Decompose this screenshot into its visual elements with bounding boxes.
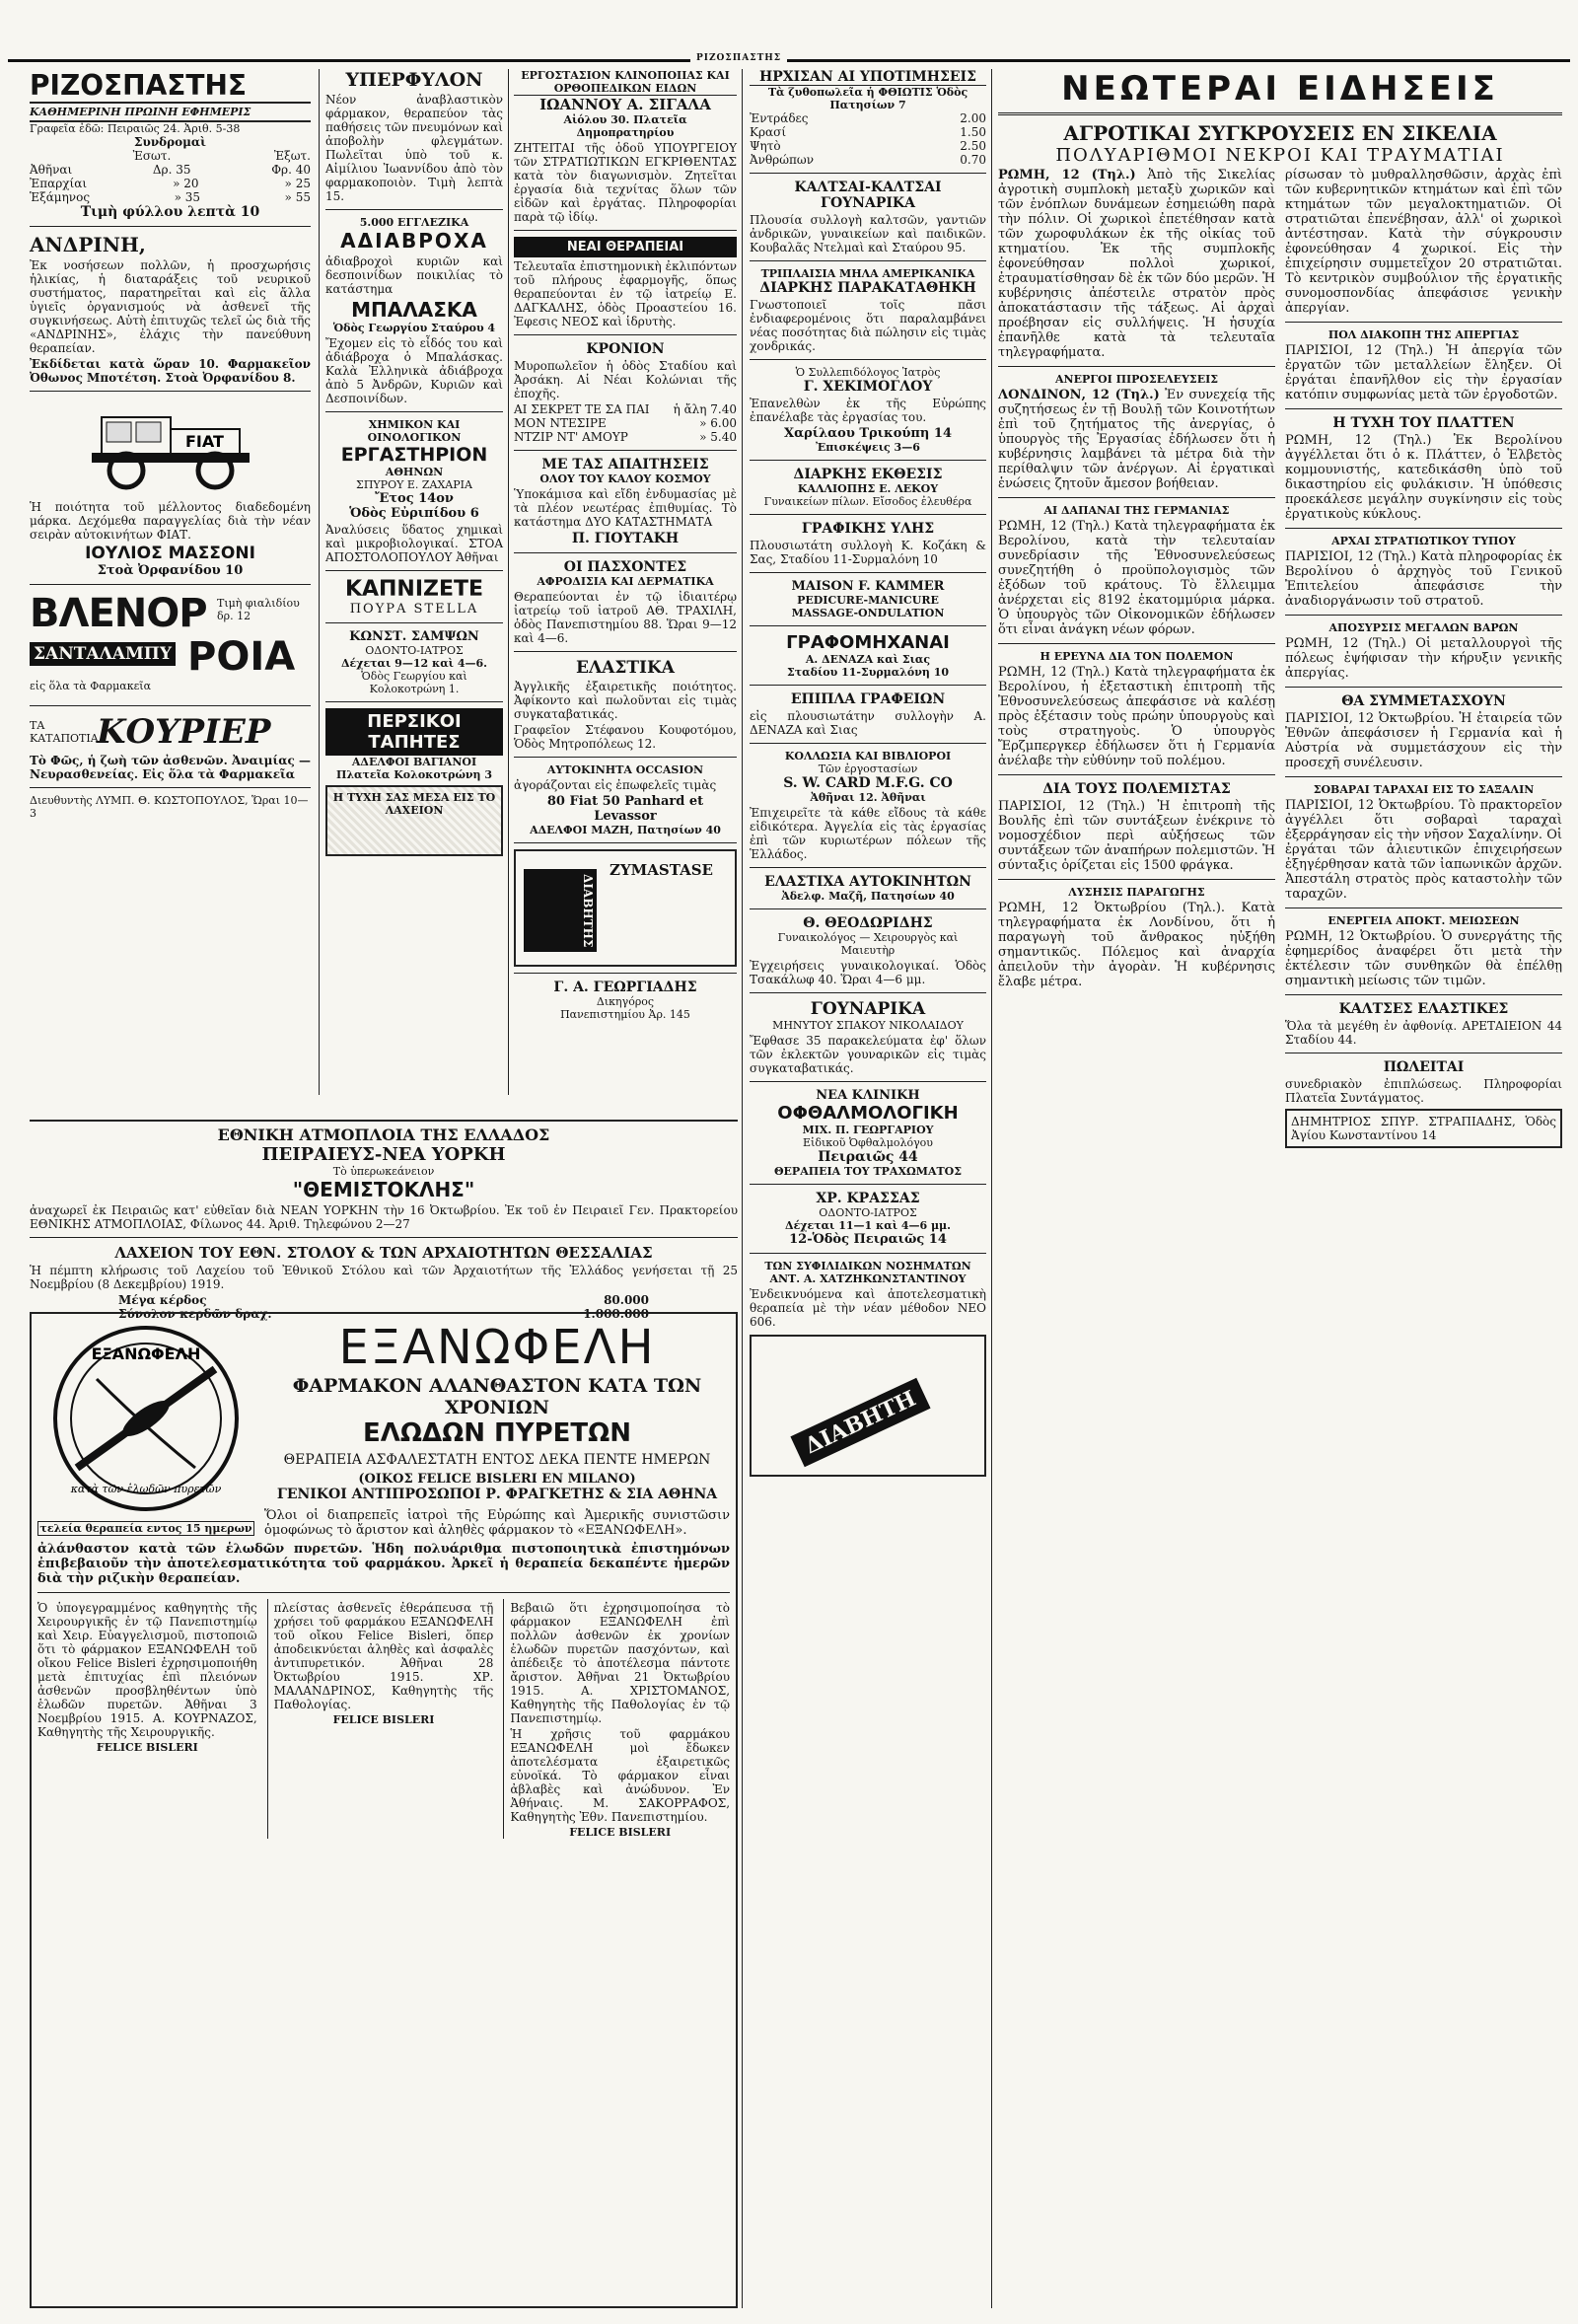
card-brand: S. W. CARD M.F.G. CO [783,775,953,791]
exanofeli-agent: ΓΕΝΙΚΟΙ ΑΝΤΙΠΡΟΣΩΠΟΙ Ρ. ΦΡΑΓΚΕΤΗΣ & ΣΙΑ ΑΘΗΝΑ [276,1487,718,1502]
testimonial: Βεβαιῶ ὅτι ἐχρησιμοποίησα τὸ φάρμακον ΕΞΑΝΩΦΕΛΗ ἐπὶ πολλῶν ἀσθενῶν ἐκ χρονίων ἑλωδῶν πυρετῶν πασχόντων, καὶ ἀπέδειξε τὸ ἀποτέλεσμα πάντοτε ἄριστον. Ἀθῆναι 21 Ὀκτωβρίου 1915. Α. ΧΡΙΣΤΟΜΑΝΟΣ, Καθηγητὴς τῆς Παθολογίας ἐν τῷ Πανεπιστημίῳ. [510,1601,731,1725]
vlenor-title: ΒΛΕΝΟΡ [30,591,207,636]
andrini-text: Ἐκ νοσήσεων πολλῶν, ἡ προσχωρήσις ἡλικίας, ἡ διαταράξεις τοῦ νευρικοῦ συστήματος, παρατηρεῖται καὶ εἰς ἄλλα ὑγιεῖς ὀργανισμούς νὰ ἀσθενεῖ τῆς συγκινήσεως. Αὐτὴ ἐπιτυχῶς τελεῖ ὡς διὰ τῆς «ΑΝΔΡΙΝΗΣ», ἐλάχις τὴν πανεύθυνη θεραπείαν. [30,258,311,355]
vlenor-sub: ΣΑΝΤΑΛΑΜΠΥ [30,642,176,666]
workers-address: Αἰόλου 30. Πλατεῖα Δημοπρατηρίου [563,113,687,139]
price-cell: Ψητὸ [750,139,781,153]
top-rule [8,59,1570,62]
price-cell: Κρασί [750,125,787,139]
middle-band [30,1120,738,1321]
workers-owner: ΙΩΑΝΝΟΥ Α. ΣΙΓΑΛΑ [539,96,711,113]
kourier-text: Τὸ Φῶς, ἡ ζωὴ τῶν ἀσθενῶν. Ἀναιμίας — Νευρασθενείας. Εἰς ὅλα τὰ Φαρμακεῖα [30,754,311,781]
vlenor-ad [30,591,311,699]
elastika-text: Ἀγγλικῆς ἐξαιρετικῆς ποιότητος. Ἀφίκοντο καὶ πωλοῦνται εἰς τιμὰς συγκαταβατικάς. [514,680,737,721]
anglia-head: ΑΝΕΡΓΟΙ ΠΙΡΟΣΕΛΕΥΣΕΙΣ [1054,373,1219,386]
testimonial: Ὁ ὑπογεγραμμένος καθηγητὴς τῆς Χειρουργικῆς ἐν τῷ Πανεπιστημίῳ καὶ Χειρ. Εὐαγγελισμοῦ, πιστοποιῶ ὅτι τὸ φάρμακον ΕΞΑΝΩΦΕΛΗ τοῦ οἴκου Felice Bisleri ἐχρησιμοποιήθη μετὰ ἐπιτυχίας ἐπὶ πλειόνων ἀσθενῶν προσβληθέντων ὑπὸ ἑλωδῶν πυρετῶν. Ἀθῆναι 3 Νοεμβρίου 1915. Α. ΚΟΥΡΝΑΖΟΣ, Καθηγητὴς τῆς Χειρουργικῆς. [37,1601,257,1739]
kronion-cell: ἡ ἄλη 7.40 [673,402,737,416]
workers-text: ΖΗΤΕΙΤΑΙ τῆς ὁδοῦ ΥΠΟΥΡΓΕΙΟΥ τῶν ΣΤΡΑΤΙΩΤΙΚΩΝ ΕΓΚΡΙΘΕΝΤΑΣ κατὰ τὸν διαγωνισμὸν. Ζητεῖται ἐργασία διὰ τεχνίτας ὅλων τῶν εἰδῶν καὶ ἐργάτας. Πληροφορίαι παρὰ τῷ ἰδίῳ. [514,141,737,224]
exanofeli-lead2: ἀλάνθαστον κατὰ τῶν ἑλωδῶν πυρετῶν. Ἡδη πολυάριθμα πιστοποιητικὰ ἐπιστημόνων ἐπιβεβαιοῦν τὴν ἀποτελεσματικότητα τοῦ φαρμάκου. Ἀρκεῖ ἡ θεραπεία δεκαπέντε ἡμερῶν διὰ τὴν ριζικὴν θεραπείαν. [37,1542,730,1586]
epipla-title: ΕΠΙΠΛΑ ΓΡΑΦΕΙΩΝ [790,691,946,707]
newspaper-subtitle: ΚΑΘΗΜΕΡΙΝΗ ΠΡΩΙΝΗ ΕΦΗΜΕΡΙΣ [30,102,311,122]
newspaper-title: ΡΙΖΟΣΠΑΣΤΗΣ [30,69,248,102]
polemistes-head: ΔΙΑ ΤΟΥΣ ΠΟΛΕΜΙΣΤΑΣ [1042,781,1231,797]
massoni-address: Στοὰ Ὀρφανίδου 10 [97,563,244,578]
price-cell: 2.00 [960,111,986,125]
news-banner: ΝΕΩΤΕΡΑΙ ΕΙΔΗΣΕΙΣ [998,69,1562,115]
poleitai-text: συνεδριακὸν ἐπιπλώσεως. Πληροφορίαι Πλατεῖα Συντάγματος. [1285,1077,1562,1105]
georgiadis-name: Γ. Α. ΓΕΩΡΓΙΑΔΗΣ [553,980,697,995]
exanofeli-house: (ΟΙΚΟΣ FELICE BISLERI EN MILANO) [358,1472,636,1487]
column-rule [319,69,320,1095]
kourier-ad [30,712,311,752]
occasion-text: ἀγοράζονται εἰς ἐπωφελεῖς τιμὰς [514,778,717,792]
elastika-title: ΕΛΑΣΤΙΚΑ [576,658,675,678]
adiavroxa-price: 5.000 ΕΓΓΛΕΖΙΚΑ [359,216,469,229]
lab-text: Ἀναλύσεις ὕδατος χημικαὶ καὶ μικροβιολογικαί. ΣΤΟΑ ΑΠΟΣΤΟΛΟΠΟΥΛΟΥ Ἀθῆναι [325,523,503,564]
apaitiseis-sub: ΟΛΟΥ ΤΟΥ ΚΑΛΟΥ ΚΟΣΜΟΥ [539,472,711,485]
card-address: Ἀθῆναι 12. Ἀθῆναι [810,791,926,804]
price-cell: 2.50 [960,139,986,153]
ofth-title: ΟΦΘΑΛΜΟΛΟΓΙΚΗ [777,1103,959,1124]
elastika-address: Γραφεῖον Στέφανου Κουφοτόμου, Ὁδὸς Μητροπόλεως 12. [514,723,737,751]
vlenor-roia: ΡΟΙΑ [187,634,296,680]
diaviti-brand: ΔΙΑΒΗΤΗ [790,1378,930,1467]
iatreion-title: ΤΩΝ ΣΥΦΙΛΙΔΙΚΩΝ ΝΟΣΗΜΑΤΩΝ [764,1260,971,1272]
lab-city: ΑΘΗΝΩΝ [385,466,444,478]
testimonial-col [267,1599,494,1839]
ekthesis-text: Γυναικείων πίλων. Εἴσοδος ἐλευθέρα [763,495,972,508]
prices-heading: ΗΡΧΙΣΑΝ ΑΙ ΥΠΟΤΙΜΗΣΕΙΣ [750,69,986,86]
emblem-sub: κατὰ τῶν ἑλωδῶν πυρετῶν [70,1483,222,1495]
news-right [1285,166,1562,1152]
kaltsai-text: Πλουσία συλλογὴ καλτσῶν, γαντιῶν ἀνδρικῶν, γυναικείων καὶ παιδικῶν. Κουβαλᾶς Ντελμαὶ καὶ Σταύρου 95. [750,213,986,254]
subs-cell: Δρ. 35 [152,163,191,177]
subs-cell: Ἑξάμηνος [30,190,91,204]
palatten-text: ΡΩΜΗ, 12 (Τηλ.) Ἐκ Βερολίνου ἀγγέλλεται ὅτι ὁ κ. Πλάττεν, ὁ Ἑλβετὸς κομμουνιστής, κατεδικάσθη ὑπὸ τοῦ δικαστηρίου εἰς φυλάκισιν. Ἡ ὑπόθεσις προεκάλεσε μεγάλην συγκίνησιν εἰς τοὺς ἐργατικοὺς κύκλους. [1285,433,1562,522]
paris-head2: ΠΟΛ ΔΙΑΚΟΠΗ ΤΗΣ ΑΠΕΡΓΙΑΣ [1327,328,1520,341]
dentist-address: Ὁδὸς Γεωργίου καὶ Κολοκοτρώνη 1. [361,670,467,695]
diarkis-text: Γνωστοποιεῖ τοῖς πᾶσι ἐνδιαφερομένοις ὅτι παραλαμβάνει νέας ποσότητας διὰ πώλησιν εἰς τιμὰς χονδρικάς. [750,298,986,353]
column-1 [30,69,311,1115]
lab-heading: ΧΗΜΙΚΟΝ ΚΑΙ ΟΙΝΟΛΟΓΙΚΟΝ [367,418,462,444]
kammer-sub: PEDICURE-MANICURE [797,594,939,607]
strat-head: ΑΡΧΑΙ ΣΤΡΑΤΙΩΤΙΚΟΥ ΤΥΠΟΥ [1331,535,1516,547]
paris-text2: ΠΑΡΙΣΙΟΙ, 12 (Τηλ.) Ἡ ἀπεργία τῶν ἐργατῶν τῶν μεταλλείων ἔληξεν. Οἱ ἐργάται ἐπανῆλθον εἰς τὴν ἐργασίαν κατόπιν συμφωνίας μετὰ τῶν ἐργοδοτῶν. [1285,343,1562,402]
ship-text: ἀναχωρεῖ ἐκ Πειραιῶς κατ' εὐθεῖαν διὰ ΝΕΑΝ ΥΟΡΚΗΝ τὴν 16 Ὀκτωβρίου. Ἐκ τοῦ ἐν Πειραιεῖ Γεν. Πρακτορείου ΕΘΝΙΚΗΣ ΑΤΜΟΠΛΟΙΑΣ, Φίλωνος 44. Ἀριθ. Τηλεφώνου 2—27 [30,1203,738,1231]
column-5 [998,69,1562,2308]
lab-owner: ΣΠΥΡΟΥ Ε. ΖΑΧΑΡΙΑ [356,478,472,491]
subscriptions-table [30,149,311,204]
stella-brand: ΠΟΥΡΑ STELLA [349,602,479,617]
adiavroxa-title: ΑΔΙΑΒΡΟΧΑ [340,229,488,253]
lottery-heading: ΛΑΧΕΙΟΝ ΤΟΥ ΕΘΝ. ΣΤΟΛΟΥ & ΤΩΝ ΑΡΧΑΙΟΤΗΤΩΝ ΘΕΣΣΑΛΙΑΣ [114,1244,653,1262]
kaltsai-title: ΚΑΛΤΣΑΙ-ΚΑΛΤΣΑΙ [794,180,942,195]
viximo-text: ΡΩΜΗ, 12 Ὀκτωβρίου (Τηλ.). Κατὰ τηλεγραφήματα ἐκ Λονδίνου, ὅτι ἡ παραγωγὴ τοῦ ἄνθρακος ηὐξήθη σημαντικῶς. Πόλεμος καὶ ἀναρχία ἀπειλοῦν τὴν ἀγορὰν. Ἡ κυβέρνησις ἔλαβε μέτρα. [998,901,1275,989]
lottery-prize-label: Μέγα κέρδος [118,1293,207,1307]
gyn-text: Ἐγχειρήσεις γυναικολογικαί. Ὁδὸς Τσακάλωφ 40. Ὥραι 4—6 μμ. [750,959,986,986]
right1-text: ρίσωσαν τὸ μυθραλλησθῶσιν, ἀρχὰς ἐπὶ τῶν κυβερνητικῶν κτημάτων καὶ ἐπὶ τῶν κτημάτων τῶν μεγαλοκτηματιῶν. Οἱ στρατιῶται ἐπενέβησαν, ἀλλ' οἱ χωρικοὶ ἀντέστησαν. Κατὰ τὴν σύγκρουσιν ἐφονεύθησαν 4 χωρικοί. Εἰς τὴν ἐπιχείρησιν συμμετεῖχον 20 στρατιῶται. Τὸ κεντρικὸν συμβούλιον τῆς ἐργατικῆς συνομοσπονδίας ἀπεφάσισε γενικὴν ἀπεργίαν. [1285,168,1562,316]
energeia-head: ΕΝΕΡΓΕΙΑ ΑΠΟΚΤ. ΜΕΙΩΣΕΩΝ [1327,914,1520,927]
kronion-row [514,430,737,444]
subs-cell: Ἐπαρχίαι [30,177,88,190]
london-head: ΛΟΝΔΙΝΟΝ, 12 (Τηλ.) [998,388,1160,402]
testimonial-sign: FELICE BISLERI [96,1741,198,1754]
mpalaska-address: Ὁδὸς Γεωργίου Σταύρου 4 [332,322,496,334]
column-3 [514,69,737,1115]
lottery-text: Ἡ πέμπτη κλήρωσις τοῦ Λαχείου τοῦ Ἐθνικοῦ Στόλου καὶ τῶν Ἀρχαιοτήτων τῆς Ἑλλάδος γενήσεται τῇ 25 Νοεμβρίου (8 Δεκεμβρίου) 1919. [30,1264,738,1291]
lab-address: Ὁδὸς Εὐριπίδου 6 [349,506,479,521]
exanofeli-therapy: ΘΕΡΑΠΕΙΑ ΑΣΦΑΛΕΣΤΑΤΗ ΕΝΤΟΣ ΔΕΚΑ ΠΕΝΤΕ ΗΜΕΡΩΝ [283,1452,711,1468]
emblem-text: ΕΞΑΝΩΦΕΛΗ [91,1344,201,1363]
massoni-name: ΙΟΥΛΙΟΣ ΜΑΣΣΟΝΙ [85,544,255,563]
price-row [750,153,986,167]
iatreion-doctor: ΑΝΤ. Α. ΧΑΤΖΗΚΩΝΣΤΑΝΤΙΝΟΥ [769,1272,967,1285]
grafomixanai-sub: Α. ΔΕΝΑΖΑ καὶ Σιας [805,653,931,666]
gounarika2-text: Ἔφθασε 35 παρακελεύματα ἐφ' ὅλων τῶν ἐκλεκτῶν γουναρικῶν εἰς τιμὰς συγκαταβατικάς. [750,1034,986,1075]
energeia-text: ΡΩΜΗ, 12 Ὀκτωβρίου. Ὁ συνεργάτης τῆς ἐφημερίδος ἀναφέρει ὅτι μετὰ τὴν ἐκτέλεσιν τῶν συνθηκῶν θὰ ἐπέλθῃ σημαντικὴ μείωσις τῶν τιμῶν. [1285,929,1562,988]
fiat-logo: FIAT [184,432,224,451]
subs-heading: Συνδρομαὶ [134,135,206,149]
masthead-strip: ΡΙΖΟΣΠΑΣΤΗΣ [690,53,787,63]
dentist-name: ΚΩΝΣΤ. ΣΑΜΨΩΝ [349,629,479,644]
fleet-heading: ΕΘΝΙΚΗ ΑΤΜΟΠΛΟΙΑ ΤΗΣ ΕΛΛΑΔΟΣ [217,1126,550,1144]
exanofeli-subtitle2: ΕΛΩΔΩΝ ΠΥΡΕΤΩΝ [362,1418,632,1448]
dentist-hours: Δέχεται 9—12 καὶ 4—6. [341,657,487,670]
kronion-cell: » 5.40 [699,430,737,444]
subs-row [30,163,311,177]
card-text: Ἐπιχειρεῖτε τὰ κάθε εἴδους τὰ κάθε εἰδικότερα. Ἀγγελία εἰς τὰς ἐργασίας ἐπὶ τῶν κυριωτέρων πόλεων τῆς Ἑλλάδος. [750,806,986,861]
apaitiseis-title: ΜΕ ΤΑΣ ΑΠΑΙΤΗΣΕΙΣ [541,457,709,472]
zymastase-ad [514,849,737,967]
price-list [750,111,986,167]
column-rule [508,69,509,1095]
symmetaschon-head: ΘΑ ΣΥΜΜΕΤΑΣΧΟΥΝ [1341,693,1506,709]
price-cell: 0.70 [960,153,986,167]
kapnizete-title: ΚΑΠΝΙΖΕΤΕ [344,577,484,602]
london-text: Ἐν συνεχείᾳ τῆς συζητήσεως ἐν τῇ Βουλῇ τῶν Κοινοτήτων ἐπὶ τοῦ ζητήματος τῆς ἀνεργίας, ὁ ὑπουργὸς τῆς Ἐργασίας ἐδήλωσεν ὅτι ἡ κυβέρνησις λαμβάνει τὰ μέτρα διὰ τὴν περίθαλψιν τῶν ἀνέργων. Αἱ ἐργατικαὶ ἑνώσεις ζητοῦν ἄμεσον βοήθειαν. [998,388,1276,491]
elastikes-text: Ὅλα τὰ μεγέθη ἐν ἀφθονίᾳ. ΑΡΕΤΑΙΕΙΟΝ 44 Σταδίου 44. [1285,1019,1562,1047]
grafomixanai-address: Σταδίου 11-Συρμαλόνη 10 [786,666,950,679]
symm-text: ΠΑΡΙΣΙΟΙ, 12 Ὀκτωβρίου. Ἡ ἐταιρεία τῶν Ἐθνῶν ἀπεφάσισεν ἡ Γερμανία καὶ ἡ Αὐστρία νὰ συμμετάσχουν εἰς τὴν προσεχῆ συνέλευσιν. [1285,711,1562,770]
krassas-name: ΧΡ. ΚΡΑΣΣΑΣ [816,1191,920,1206]
exanofeli-title: ΕΞΑΝΩΦΕΛΗ [338,1320,656,1375]
testimonial: πλείστας ἀσθενεῖς ἐθεράπευσα τῇ χρήσει τοῦ φαρμάκου ΕΞΑΝΩΦΕΛΗ τοῦ οἴκου Felice Bisleri, ὅπερ ἀποδεικνύεται ἀληθὲς καὶ ἀσφαλὲς ἀντιπυρετικόν. Ἀθῆναι 28 Ὀκτωβρίου 1915. ΧΡ. ΜΑΛΑΝΔΡΙΝΟΣ, Καθηγητὴς τῆς Παθολογίας. [273,1601,494,1711]
price: Τιμὴ φύλλου λεπτὰ 10 [80,204,260,220]
testimonial-col [37,1599,257,1839]
grafikis-title: ΓΡΑΦΙΚΗΣ ΥΛΗΣ [801,521,935,537]
subs-cell: Φρ. 40 [271,163,311,177]
gounarika-title: ΓΟΥΝΑΡΙΚΑ [821,195,915,211]
rome1-text: Ἀπὸ τῆς Σικελίας ἀγροτικὴ συμπλοκὴ μεταξὺ χωρικῶν καὶ τῶν ἐνόπλων δυνάμεων ἐσημειώθη παρὰ τὴν πόλιν. Οἱ χωρικοὶ ἐπετέθησαν κατὰ τῶν χωροφυλάκων ἐκ τῆς οἰκίας τοῦ κτηματίου. Ἐκ τῆς συμπλοκῆς ἐφονεύθησαν πολλοὶ χωρικοί, ἐτραυματίσθησαν δὲ ἐκ τῶν δύο μερῶν. Ἡ κυβέρνησις ἀπέστειλε στρατὸν πρὸς ἀποκατάστασιν τῆς τάξεως. Αἱ ἀρχαὶ προέβησαν εἰς συλλήψεις. Ἡ ἡσυχία ἐπανῆλθε κατὰ τὰ τελευταῖα τηλεγραφήματα. [998,168,1275,360]
kronion-cell: ΜΟΝ ΝΤΕΣΙΡΕ [514,416,607,430]
neai-title: ΝΕΑΙ ΘΕΡΑΠΕΙΑΙ [514,237,737,257]
testimonial-col [503,1599,730,1839]
news-left [998,166,1275,1152]
office-address: Γραφεῖα ἐδῶ: Πειραιῶς 24. Ἀριθ. 5-38 [30,122,241,135]
exanofeli-headlines [264,1320,730,1540]
price-cell: Ἐντράδες [750,111,809,125]
occasion-cars: 80 Fiat 50 Panhard et Levassor [546,794,704,824]
zymastase-brand: ZYMASTASE [610,861,713,879]
poleitai-head: ΠΩΛΕΙΤΑΙ [1383,1059,1465,1075]
andrini-title: ΑΝΔΡΙΝΗ, [30,233,146,256]
subs-cell: » 25 [284,177,311,190]
subs-cell: » 20 [173,177,199,190]
column-rule [991,69,992,2308]
kronion-cell: » 6.00 [699,416,737,430]
oph-text: Ἐπανελθὼν ἐκ τῆς Εὐρώπης ἐπανέλαβε τὰς ἐργασίας του. [750,397,986,424]
epipla-text: εἰς πλουσιωτάτην συλλογὴν Α. ΔΕΝΑΖΑ καὶ Σιας [750,709,986,737]
paschontes-title: ΟΙ ΠΑΣΧΟΝΤΕΣ [563,559,687,575]
kolosia-title: ΚΟΛΛΩΣΙΑ ΚΑΙ ΒΙΒΛΙΟΡΟΙ [784,750,952,763]
gyn-name: Θ. ΘΕΟΔΩΡΙΔΗΣ [803,915,933,931]
column-4 [750,69,986,2308]
price-row [750,125,986,139]
ofth-text: Εἰδικοῦ Ὀφθαλμολόγου [803,1136,933,1149]
news-two-col [998,166,1562,1152]
krassas-role: ΟΔΟΝΤΟ-ΙΑΤΡΟΣ [819,1206,917,1219]
occasion-heading: ΑΥΤΟΚΙΝΗΤΑ OCCASION [546,763,704,776]
testimonial: Ἡ χρῆσις τοῦ φαρμάκου ΕΞΑΝΩΦΕΛΗ μοὶ ἔδωκεν ἀποτελέσματα ἐξαιρετικῶς εὐνοϊκά. Τὸ φάρμακον εἶναι ἀβλαβὲς καὶ ἀνώδυνον. Ἐν Ἀθήναις. Μ. ΣΑΚΟΡΡΑΦΟΣ, Καθηγητὴς Ἐθν. Πανεπιστημίου. [510,1727,731,1824]
prices-sub: Τὰ ζυθοπωλεῖα ἡ ΦΘΙΩΤΙΣ Ὁδὸς Πατησίων 7 [767,86,968,111]
sikelia-sub: ΠΟΛΥΑΡΙΘΜΟΙ ΝΕΚΡΟΙ ΚΑΙ ΤΡΑΥΜΑΤΙΑΙ [1055,145,1505,166]
testimonial-sign: FELICE BISLERI [569,1826,672,1839]
column-rule [742,69,743,2308]
lottery-total-label: Σύνολον κερδῶν δραχ. [118,1307,272,1321]
exanofeli-subtitle: ΦΑΡΜΑΚΟΝ ΑΛΑΝΘΑΣΤΟΝ ΚΑΤΑ ΤΩΝ ΧΡΟΝΙΩΝ [292,1375,702,1418]
kronion-prices [514,402,737,444]
ofth-address: Πειραιῶς 44 [818,1149,918,1165]
column-2 [325,69,503,1115]
vlenor-side: Τιμὴ φιαλιδίου δρ. 12 [217,597,300,622]
lottery-total-value: 1.000.000 [583,1307,649,1321]
fiat-car-illustration [72,398,269,496]
exanofeli-logo [37,1320,254,1537]
address-box: ΔΗΜΗΤΡΙΟΣ ΣΠΥΡ. ΣΤΡΑΠΙΑΔΗΣ, Ὁδὸς Ἀγίου Κωνσταντίνου 14 [1285,1109,1562,1148]
route: ΠΕΙΡΑΙΕΥΣ-ΝΕΑ ΥΟΡΚΗ [261,1144,506,1165]
ypervolon-text: Νέον ἀναβλαστικὸν φάρμακον, θεραπεύον τὰς παθήσεις τῶν πνευμόνων καὶ ἀποβολὴν φλεγμάτων. Πωλεῖται ὑπὸ τοῦ κ. Αἰμίλιου Ἰωαννίδου ἀπὸ τὸν φαρμακοποιὸν. Τιμὴ λεπτὰ 15. [325,93,503,203]
viximo-head: ΛΥΣΗΣΙΣ ΠΑΡΑΓΩΓΗΣ [1068,886,1205,899]
ypervolon-title: ΥΠΕΡΦΥΛΟΝ [345,69,483,91]
subs-row [30,177,311,190]
kronion-text: Μυροπωλεῖον ἡ ὁδὸς Σταδίου καὶ Ἀρσάκη. Αἱ Νέαι Κολώνιαι τῆς ἐποχῆς. [514,359,737,400]
gyn-role: Γυναικολόγος — Χειρουργὸς καὶ Μαιευτὴρ [777,931,959,957]
kronion-cell: ΝΤΖΙΡ ΝΤ' ΑΜΟΥΡ [514,430,628,444]
emblem-foot: τελεία θεραπεία εντος 15 ημερων [37,1521,254,1536]
dental-notice: Διευθυντὴς ΛΥΜΠ. Θ. ΚΩΣΤΟΠΟΥΛΟΣ, Ὥραι 10—3 [30,794,309,820]
oph-name: Γ. ΧΕΚΙΜΟΓΛΟΥ [803,379,933,395]
subs-header-row [30,149,311,163]
vlenor-foot: εἰς ὅλα τὰ Φαρμακεῖα [30,680,152,692]
price-cell: 1.50 [960,125,986,139]
elastixa-address: Ἀδελφ. Μαζῆ, Πατησίων 40 [781,890,955,903]
elastikes-head: ΚΑΛΤΣΕΣ ΕΛΑΣΤΙΚΕΣ [1338,1001,1509,1017]
grafikis-text: Πλουσιωτάτη συλλογὴ Κ. Κοζάκη & Σας, Σταδίου 11-Συρμαλόνη 10 [750,539,986,566]
tapites-title: ΠΕΡΣΙΚΟΙ ΤΑΠΗΤΕΣ [325,708,503,756]
polemou-head: Η ΕΡΕΥΝΑ ΔΙΑ ΤΟΝ ΠΟΛΕΜΟΝ [1040,650,1234,663]
price-cell: Ἀνθρώπων [750,153,814,167]
subs-header-cell: Ἐξωτ. [273,149,311,163]
kronion-row [514,416,737,430]
adiavroxa-text: ἀδιαβροχοὶ κυριῶν καὶ δεσποινίδων ποικιλίας τὸ κατάστημα [325,254,503,296]
rome1-head: ΡΩΜΗ, 12 (Τηλ.) [998,168,1136,182]
mp-head: ΑΠΟΣΥΡΣΙΣ ΜΕΓΑΛΩΝ ΒΑΡΩΝ [1328,621,1519,634]
diaviti-ad [750,1335,986,1477]
subs-header-cell: Ἐσωτ. [132,149,172,163]
workers-heading: ΕΡΓΟΣΤΑΣΙΟΝ ΚΛΙΝΟΠΟΙΙΑΣ ΚΑΙ ΟΡΘΟΠΕΔΙΚΩΝ ΕΙΔΩΝ [514,69,737,96]
price-row [750,139,986,153]
georgiadis-role: Δικηγόρος [596,995,655,1008]
subs-cell: Ἀθῆναι [30,163,73,177]
lab-year: Ἔτος 14ον [375,491,454,506]
kronion-cell: ΑΙ ΣΕΚΡΕΤ ΤΕ ΣΑ ΠΑΙ [514,402,650,416]
palatten-head: Η ΤΥΧΗ ΤΟΥ ΠΛΑΤΤΕΝ [1332,415,1515,431]
diarkis-title: ΔΙΑΡΚΗΣ ΠΑΡΑΚΑΤΑΘΗΚΗ [759,280,976,296]
neai-text: Τελευταῖα ἐπιστημονικὴ ἐκλιπόντων τοῦ πλήρους ἐφαρμογῆς, ὅπως θεραπεύονται ἐν τῷ ἰατρείῳ Ε. ΔΑΓΚΑΛΗΣ, ὁδὸς Προαστείου 16. Ἐφεσις ΝΕΟΣ καὶ ἱδρυτὴς. [514,259,737,328]
testimonial-sign: FELICE BISLERI [332,1713,435,1726]
price-row [750,111,986,125]
card-heading: Τῶν ἐργοστασίων [818,763,918,775]
mpalaska-text: Ἔχομεν εἰς τὸ εἶδός του καὶ ἀδιάβροχα ὁ Μπαλάσκας. Καλὰ Ἐλληνικὰ ἀδιάβροχα ἀπὸ 5 Ἀνδρῶν, Κυριῶν καὶ Δεσποινίδων. [325,336,503,405]
kourier-small: ΤΑ ΚΑΤΑΠΟΤΙΑ [30,719,99,745]
ofth-trachoma: ΘΕΡΑΠΕΙΑ ΤΟΥ ΤΡΑΧΩΜΑΤΟΣ [773,1165,963,1178]
exanofeli-ad [30,1312,738,2308]
lottery-box: Η ΤΥΧΗ ΣΑΣ ΜΕΣΑ ΕΙΣ ΤΟ ΛΑΧΕΙΟΝ [325,785,503,856]
lottery-prize-value: 80.000 [604,1293,649,1307]
oph-address: Χαρίλαου Τρικούπη 14 [784,426,952,441]
ekthesis-sub: ΚΑΛΛΙΟΠΗΣ Ε. ΛΕΚΟΥ [797,482,939,495]
krassas-hours: Δέχεται 11—1 καὶ 4—6 μμ. [785,1219,951,1232]
ekthesis-title: ΔΙΑΡΚΗΣ ΕΚΘΕΣΙΣ [793,467,943,482]
paschontes-sub: ΑΦΡΟΔΙΣΙΑ ΚΑΙ ΔΕΡΜΑΤΙΚΑ [537,575,714,588]
ship-name: "ΘΕΜΙΣΤΟΚΛΗΣ" [292,1178,475,1201]
andrini-foot: Ἐκδίδεται κατὰ ὥραν 10. Φαρμακεῖον Ὀθωνος Μποτέτση. Στοὰ Ὀρφανίδου 8. [30,357,311,385]
occasion-address: ΑΔΕΛΦΟΙ ΜΑΖΗ, Πατησίων 40 [530,824,721,836]
xenikis-head: ΣΟΒΑΡΑΙ ΤΑΡΑΧΑΙ ΕΙΣ ΤΟ ΣΑΞΑΛΙΝ [1313,783,1535,796]
gounarika2-title: ΓΟΥΝΑΡΙΚΑ [810,999,926,1019]
elastixa-title: ΕΛΑΣΤΙΧΑ ΑΥΤΟΚΙΝΗΤΩΝ [764,874,971,890]
grafomixanai-title: ΓΡΑΦΟΜΗΧΑΝΑΙ [786,632,950,653]
kammer-sub2: MASSAGE-ONDULATION [791,607,945,619]
sikelia-headline: ΑΓΡΟΤΙΚΑΙ ΣΥΓΚΡΟΥΣΕΙΣ ΕΝ ΣΙΚΕΛΙΑ [1063,121,1497,145]
polemistes-text: ΠΑΡΙΣΙΟΙ, 12 (Τηλ.) Ἡ ἐπιτροπὴ τῆς Βουλῆς ἐπὶ τῶν συντάξεων ἐνέκρινε τὸ νομοσχέδιον περὶ αὐξήσεως τῶν συντάξεων τῶν ἀναπήρων πολεμιστῶν. Ἡ σύνταξις ὁρίζεται εἰς 1500 φράγκα. [998,799,1275,873]
lab-title: ΕΡΓΑΣΤΗΡΙΟΝ [340,444,488,466]
gounarika2-sub: ΜΗΝΥΤΟΥ ΣΠΑΚΟΥ ΝΙΚΟΛΑΙΔΟΥ [772,1019,964,1032]
iatreion-text: Ἐνδεικνυόμενα καὶ ἀποτελεσματικὴ θεραπεία μὲ τὴν νέαν μέθοδον NEO 606. [750,1287,986,1329]
polemou-text: ΡΩΜΗ, 12 (Τηλ.) Κατὰ τηλεγραφήματα ἐκ Βερολίνου, ἡ ἐξεταστικὴ ἐπιτροπὴ τῆς Ἐθνοσυνελεύσεως ἀπεφάσισε νὰ καλέσῃ πρὸς ἐξέτασιν τοὺς πρώην ὑπουργοὺς καὶ τοὺς στρατηγοὺς. Ὁ ὑπουργὸς Ἔρζμπεργκερ ἐδήλωσεν ὅτι ἡ Γερμανία ἀνέλαβε τὴν εὐθύνην τοῦ πολέμου. [998,665,1275,768]
subs-cell: » 35 [174,190,201,204]
subs-cell: » 55 [284,190,311,204]
oph-title: Ὁ Συλλεπιδόλογος Ἰατρὸς [795,366,941,379]
xenikis-text: ΠΑΡΙΣΙΟΙ, 12 Ὀκτωβρίου. Τὸ πρακτορεῖον ἀγγέλλει ὅτι σοβαραὶ ταραχαὶ ἐξερράγησαν εἰς τὴν νῆσον Σαχαλίνην. Οἱ ἐργάται τῶν ἀλιευτικῶν ἐπιχειρήσεων ἐξηγέρθησαν κατὰ τῶν ἰαπωνικῶν ἀρχῶν. Ἀπεστάλη στρατὸς πρὸς καταστολὴν τῶν ταραχῶν. [1285,798,1562,902]
kronion-title: ΚΡΟΝΙΟΝ [586,341,665,357]
krassas-address: 12-Ὁδὸς Πειραιῶς 14 [789,1232,947,1247]
mpalaska-title: ΜΠΑΛΑΣΚΑ [351,298,477,322]
apaitiseis-text: Ὑποκάμισα καὶ εἴδη ἐνδυμασίας μὲ τὰ πλέον νεωτέρας ἐπιθυμίας. Τὸ κατάστημα ΔΥΟ ΚΑΤΑΣΤΗΜΑΤΑ [514,487,737,529]
exanofeli-lead: Ὅλοι οἱ διαπρεπεῖς ἰατροὶ τῆς Εὐρώπης καὶ Ἀμερικῆς συνιστῶσιν ὁμοφώνως τὸ ἄριστον καὶ ἀληθὲς φάρμακον τὸ «ΕΞΑΝΩΦΕΛΗ». [264,1508,730,1538]
dentist-role: ΟΔΟΝΤΟ-ΙΑΤΡΟΣ [365,644,464,657]
tapites-by: ΑΔΕΛΦΟΙ ΒΑΓΙΑΝΟΙ [351,756,477,768]
neakliniki-title: ΝΕΑ ΚΛΙΝΙΚΗ [816,1088,920,1103]
ship-pre: Τὸ ὑπερωκεάνειον [332,1165,435,1178]
kourier-title: ΚΟΥΡΙΕΡ [97,712,271,752]
strat-text: ΠΑΡΙΣΙΟΙ, 12 (Τηλ.) Κατὰ πληροφορίας ἐκ Βερολίνου ὁ ἀρχηγὸς τοῦ Γενικοῦ Ἐπιτελείου ἀπεφάσισε τὴν ἀναδιοργάνωσιν τοῦ στρατοῦ. [1285,549,1562,609]
oph-hours: Ἐπισκέψεις 3—6 [816,441,920,454]
germania-head: ΑΙ ΔΑΠΑΝΑΙ ΤΗΣ ΓΕΡΜΑΝΙΑΣ [1043,504,1230,517]
exanofeli-top [37,1320,730,1540]
fiat-caption: Ἡ ποιότητα τοῦ μέλλοντος διαδεδομένη μάρκα. Δεχόμεθα παραγγελίας διὰ τὴν νέαν σειρὰν αὐτοκινήτων ΦΙΑΤ. [30,500,311,542]
kammer-title: MAISON F. KAMMER [791,579,945,594]
ofth-doctor: ΜΙΧ. Π. ΓΕΩΡΓΑΡΙΟΥ [802,1124,934,1136]
paschontes-text: Θεραπεύονται ἐν τῷ ἰδιαιτέρῳ ἰατρείῳ τοῦ ἰατροῦ ΑΘ. ΤΡΑΧΙΛΗ, ὁδὸς Πανεπιστημίου 88. Ὥραι 9—12 καὶ 4—6. [514,590,737,645]
diarkis-heading: ΤΡΙΠΛΑΙΣΙΑ ΜΗΛΑ ΑΜΕΡΙΚΑΝΙΚΑ [760,267,975,280]
mp-text: ΡΩΜΗ, 12 (Τηλ.) Οἱ μεταλλουργοὶ τῆς πόλεως ἐψήφισαν τὴν κήρυξιν γενικῆς ἀπεργίας. [1285,636,1562,681]
kronion-row [514,402,737,416]
apaitiseis-sig: Π. ΓΙΟΥΤΑΚΗ [571,531,680,546]
tapites-address: Πλατεῖα Κολοκοτρώνη 3 [335,768,493,781]
zymastase-side: ΔΙΑΒΗΤΗΣ [524,869,597,952]
germania-text: ΡΩΜΗ, 12 (Τηλ.) Κατὰ τηλεγραφήματα ἐκ Βερολίνου, κατὰ τὴν τελευταίαν συνεδρίασιν τῆς Ἐθνοσυνελεύσεως συνεζητήθη ὁ προϋπολογισμὸς τῶν ἐξόδων τοῦ κράτους. Τὸ ἔλλειμμα ἀνέρχεται εἰς 8192 ἑκατομμύρια μάρκα. Ὁ ὑπουργὸς τῶν Οἰκονομικῶν ἐδήλωσεν ὅτι εἶναι ἀνάγκη νέων φόρων. [998,519,1275,637]
georgiadis-address: Πανεπιστημίου Ἀρ. 145 [560,1008,690,1021]
subs-row [30,190,311,204]
exanofeli-emblem [37,1320,254,1517]
testimonials [37,1599,730,1839]
